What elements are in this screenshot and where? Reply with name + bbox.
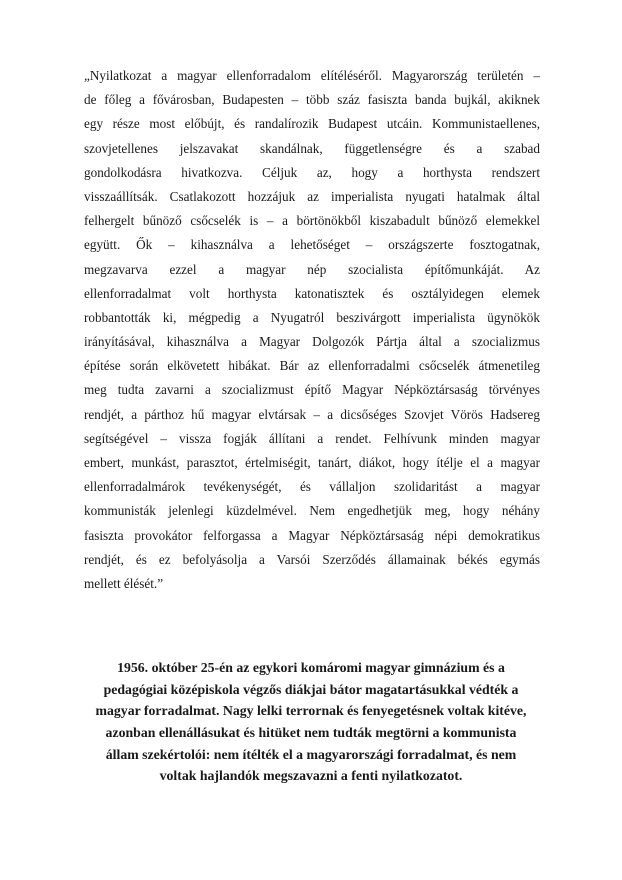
quote-line: fasiszta provokátor felforgassa a Magyar Népköztársaság népi demokratikus [84,527,540,543]
quote-line: irányításával, kihasználva a Magyar Dolgozók Pártja által a szocializmus [84,334,540,350]
quote-line: rendjét, a párthoz hű magyar elvtársak – a dicsőséges Szovjet Vörös Hadsereg [84,406,540,422]
quote-line: megzavarva ezzel a magyar nép szocialista építőmunkáját. Az [84,261,540,277]
quoted-declaration [84,64,540,596]
caption-line: állam szekértolói: nem ítélték el a magyarországi forradalmat, és nem [105,746,517,762]
quote-line: kommunisták jelenlegi küzdelmével. Nem engedhetjük meg, hogy néhány [84,503,540,519]
quote-line: építése során elkövetett hibákat. Bár az ellenforradalmi csőcselék átmenetileg [84,358,540,374]
quote-line: gondolkodásra hivatkozva. Céljuk az, hogy a horthysta rendszert [84,164,540,180]
caption-line: 1956. október 25-én az egykori komáromi magyar gimnázium és a [117,660,505,675]
quote-line: mellett élését.” [84,575,164,591]
quote-line: rendjét, és ez befolyásolja a Varsói Szerződés államainak békés egymás [84,551,540,567]
quote-line: „Nyilatkozat a magyar ellenforradalom elítéléséről. Magyarország területén – [84,68,540,83]
quote-line: visszaállítsák. Csatlakozott hozzájuk az imperialista nyugati hatalmak által [84,188,540,204]
quote-line: meg tudta zavarni a szocializmust építő Magyar Népköztársaság törvényes [84,382,540,398]
quote-line: embert, munkást, parasztot, értelmiségit, tanárt, diákot, hogy ítélje el a magyar [84,455,540,470]
caption-line: magyar forradalmat. Nagy lelki terrornak és fenyegetésnek voltak kitéve, [95,703,527,719]
quote-line: ellenforradalmárok tevékenységét, és vállaljon szolidaritást a magyar [84,479,540,495]
quote-line: robbantották ki, mégpedig a Nyugatról beszivárgott imperialista ügynökök [84,309,540,325]
caption-line: voltak hajlandók megszavazni a fenti nyilatkozatot. [159,768,463,784]
quote-line: felhergelt bűnöző csőcselék is – a börtönökből kiszabadult bűnöző elemekkel [84,213,540,229]
caption-line: pedagógiai középiskola végzős diákjai bátor magatartásukkal védték a [103,681,519,697]
quote-line: segítségével – vissza fogják állítani a rendet. Felhívunk minden magyar [84,430,540,446]
quote-line: de főleg a fővárosban, Budapesten – több száz fasiszta banda bujkál, akiknek [84,92,540,108]
quote-line: egy része most előbújt, és randalírozik Budapest utcáin. Kommunistaellenes, [84,116,540,132]
quote-line: ellenforradalmat volt horthysta katonatisztek és osztályidegen elemek [84,285,540,301]
quote-line: együtt. Ők – kihasználva a lehetőséget – országszerte fosztogatnak, [84,237,540,253]
quote-line: szovjetellenes jelszavakat skandálnak, függetlenségre és a szabad [84,140,540,156]
caption-line: azonban ellenállásukat és hitüket nem tudták megtörni a kommunista [105,725,517,741]
commentary-caption [66,657,556,787]
